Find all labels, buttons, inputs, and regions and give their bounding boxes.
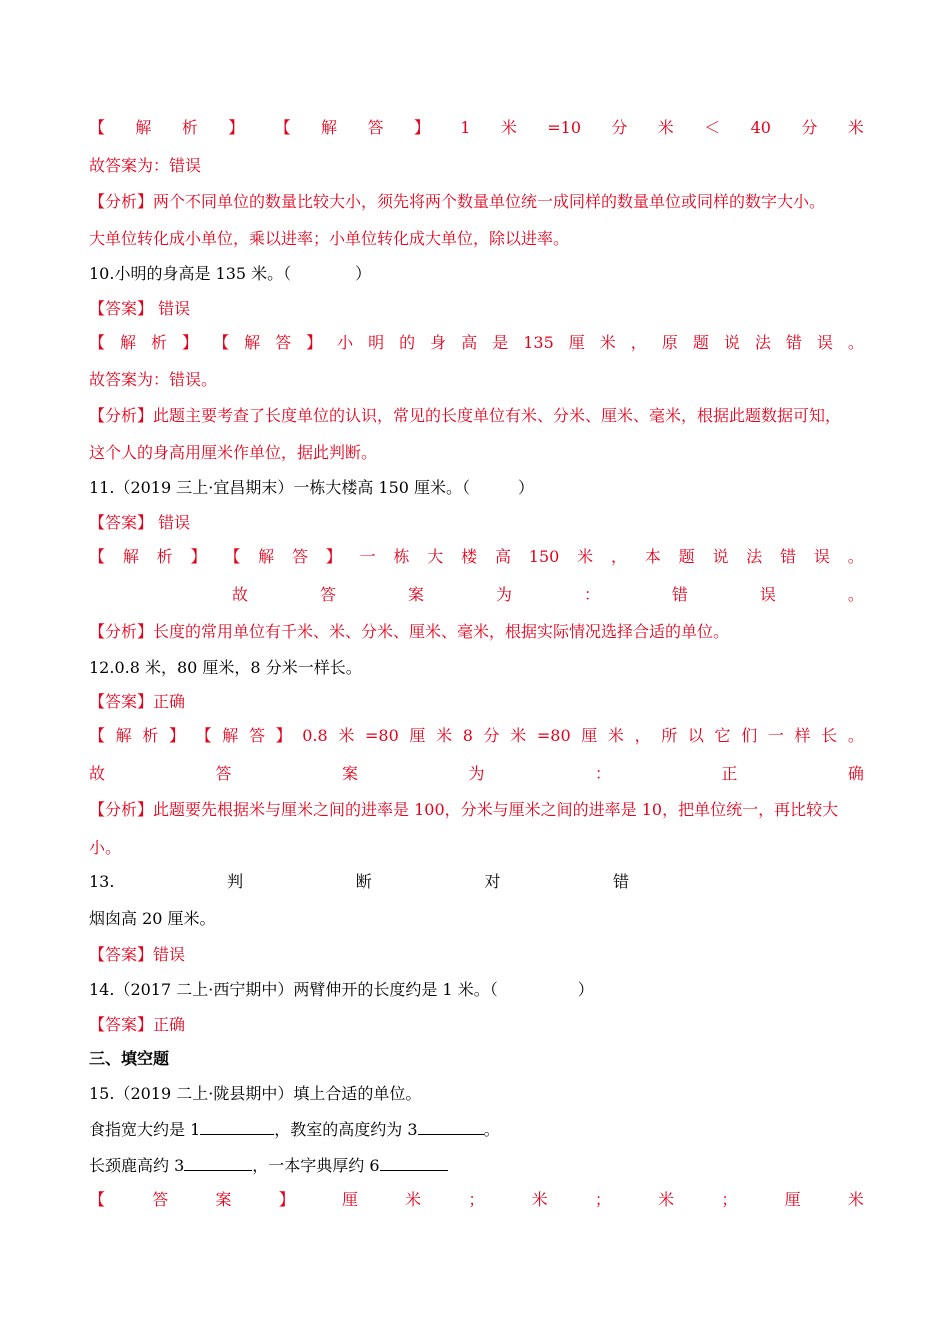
text-token: 【	[89, 333, 106, 352]
text-token: 析	[142, 726, 159, 745]
text-token: 为	[468, 764, 485, 783]
text-token: 。	[847, 333, 864, 352]
text-token: 案	[341, 764, 358, 783]
text-token: =80	[365, 726, 399, 745]
text-token: 米	[658, 1190, 675, 1209]
text-token: 答	[275, 333, 292, 352]
analysis-note-q10-1: 【分析】此题主要考查了长度单位的认识，常见的长度单位有米、分米、厘米、毫米，根据此题数据可知，	[89, 406, 842, 425]
text-token: 一	[767, 726, 784, 745]
answer-q13: 【答案】错误	[89, 945, 186, 964]
text-token: 题	[678, 547, 695, 566]
text-token: ：	[583, 585, 600, 604]
text-token: 错	[780, 547, 797, 566]
text-token: 【	[89, 1190, 106, 1209]
text-token: 析	[181, 118, 198, 137]
text-token: 【	[89, 118, 106, 137]
text-token: 明	[368, 333, 385, 352]
text-token: 米	[405, 1190, 422, 1209]
answer-conclusion-q11	[232, 582, 864, 608]
blank-prompt-giraffe: 长颈鹿高约 3	[89, 1156, 185, 1175]
text-token: 断	[355, 872, 372, 891]
text-token: 8	[462, 726, 473, 745]
question-11: 11.（2019 三上·宜昌期末）一栋大楼高 150 厘米。（ ）	[89, 478, 535, 497]
text-token: 题	[692, 333, 709, 352]
text-token: 答	[319, 585, 336, 604]
text-token: 法	[746, 547, 763, 566]
text-token: 150	[528, 547, 560, 566]
text-token: 米	[531, 1190, 548, 1209]
text-token: 厘	[784, 1190, 801, 1209]
text-token: 法	[754, 333, 771, 352]
text-token: 【	[213, 333, 230, 352]
text-token: 案	[407, 585, 424, 604]
text-token: ，	[634, 726, 651, 745]
question-15: 15.（2019 二上·陇县期中）填上合适的单位。	[89, 1084, 422, 1103]
text-token: 米	[607, 726, 624, 745]
text-token: 厘	[581, 726, 598, 745]
text-token: 答	[291, 547, 308, 566]
text-token: 】	[182, 333, 199, 352]
text-token: 】	[168, 726, 185, 745]
question-13-header	[89, 869, 629, 895]
text-token: 【	[224, 547, 241, 566]
text-token: 13.	[89, 872, 115, 891]
text-token: ；	[468, 1190, 485, 1209]
text-token: ；	[721, 1190, 738, 1209]
text-token: 一	[359, 547, 376, 566]
analysis-line-q12	[89, 723, 864, 749]
text-token: 0.8	[302, 726, 328, 745]
text-token: 解	[122, 547, 139, 566]
analysis-note-q10-2: 这个人的身高用厘米作单位，据此判断。	[89, 443, 378, 462]
blank-field-1[interactable]	[200, 1116, 274, 1135]
text-token: 以	[687, 726, 704, 745]
analysis-line-q9	[89, 115, 864, 141]
blank-field-3[interactable]	[184, 1152, 252, 1171]
text-token: 。	[847, 585, 864, 604]
analysis-note-q11: 【分析】长度的常用单位有千米、米、分米、厘米、毫米，根据实际情况选择合适的单位。	[89, 622, 730, 641]
text-token: 解	[115, 726, 132, 745]
answer-q10: 【答案】 错误	[89, 299, 191, 318]
text-token: 答	[215, 764, 232, 783]
text-token: 错	[671, 585, 688, 604]
question-12: 12.0.8 米，80 厘米，8 分米一样长。	[89, 658, 362, 677]
analysis-note-q12-2: 小。	[89, 838, 122, 857]
text-token: 楼	[461, 547, 478, 566]
text-token: 米	[847, 118, 864, 137]
blank-prompt-classroom: ，教室的高度约为 3	[274, 1120, 418, 1139]
text-token: 【	[89, 726, 106, 745]
answer-conclusion-q10: 故答案为：错误。	[89, 370, 218, 389]
text-token: 】	[306, 333, 323, 352]
text-token: 是	[492, 333, 509, 352]
blank-field-2[interactable]	[418, 1116, 484, 1135]
text-token: 它	[714, 726, 731, 745]
text-token: 【	[195, 726, 212, 745]
text-token: ，	[630, 333, 647, 352]
section-heading-fill-blank: 三、填空题	[89, 1049, 170, 1068]
text-token: 为	[495, 585, 512, 604]
text-token: 正	[721, 764, 738, 783]
text-token: 的	[399, 333, 416, 352]
text-token: 厘	[341, 1190, 358, 1209]
text-token: 答	[152, 1190, 169, 1209]
text-token: 本	[644, 547, 661, 566]
answer-conclusion-q9: 故答案为：错误	[89, 156, 202, 175]
text-token: 】	[413, 118, 430, 137]
analysis-note-q12-1: 【分析】此题要先根据米与厘米之间的进率是 100，分米与厘米之间的进率是 10，把单位统一，再比较大	[89, 800, 839, 819]
blank-prompt-dictionary: ，一本字典厚约 6	[252, 1156, 380, 1175]
answer-q15	[89, 1187, 864, 1213]
blank-prompt-finger: 食指宽大约是 1	[89, 1120, 201, 1139]
period: 。	[483, 1120, 500, 1139]
text-token: ；	[594, 1190, 611, 1209]
text-token: 长	[821, 726, 838, 745]
text-token: 样	[794, 726, 811, 745]
text-token: 案	[215, 1190, 232, 1209]
text-token: =10	[547, 118, 581, 137]
text-token: 。	[847, 726, 864, 745]
text-token: 误	[759, 585, 776, 604]
text-token: 。	[847, 547, 864, 566]
text-token: 大	[427, 547, 444, 566]
analysis-line-q11	[89, 544, 864, 570]
text-token: 1	[460, 118, 471, 137]
text-token: ：	[594, 764, 611, 783]
blank-field-4[interactable]	[380, 1152, 448, 1171]
text-token: 高	[494, 547, 511, 566]
analysis-note-q9-1: 【分析】两个不同单位的数量比较大小，须先将两个数量单位统一成同样的数量单位或同样的数字大小。	[89, 192, 826, 211]
text-token: 所	[661, 726, 678, 745]
text-token: 解	[258, 547, 275, 566]
answer-conclusion-q12	[89, 761, 864, 787]
text-token: 厘	[568, 333, 585, 352]
analysis-line-q10	[89, 330, 864, 356]
text-token: 】	[278, 1190, 295, 1209]
text-token: 答	[367, 118, 384, 137]
text-token: 误	[813, 547, 830, 566]
text-token: 】	[275, 726, 292, 745]
answer-q11: 【答案】 错误	[89, 513, 191, 532]
text-token: 们	[741, 726, 758, 745]
text-token: 误	[816, 333, 833, 352]
text-token: 答	[248, 726, 265, 745]
text-token: 40	[750, 118, 771, 137]
text-token: 厘	[409, 726, 426, 745]
text-token: 米	[500, 118, 517, 137]
text-token: 米	[847, 1190, 864, 1209]
text-token: 错	[785, 333, 802, 352]
text-token: 解	[222, 726, 239, 745]
text-token: 故	[232, 585, 249, 604]
text-token: 小	[337, 333, 354, 352]
text-token: 米	[577, 547, 594, 566]
text-token: 米	[657, 118, 674, 137]
text-token: 分	[483, 726, 500, 745]
text-token: 米	[436, 726, 453, 745]
answer-q12: 【答案】正确	[89, 692, 186, 711]
text-token: 对	[484, 872, 501, 891]
text-token: 解	[244, 333, 261, 352]
text-token: =80	[536, 726, 571, 745]
analysis-note-q9-2: 大单位转化成小单位，乘以进率；小单位转化成大单位，除以进率。	[89, 229, 570, 248]
question-14: 14.（2017 二上·西宁期中）两臂伸开的长度约是 1 米。（ ）	[89, 980, 594, 999]
text-token: 说	[723, 333, 740, 352]
text-token: 原	[661, 333, 678, 352]
text-token: 分	[611, 118, 628, 137]
text-token: 故	[89, 764, 106, 783]
text-token: 】	[325, 547, 342, 566]
text-token: 解	[135, 118, 152, 137]
text-token: 米	[599, 333, 616, 352]
text-token: 栋	[393, 547, 410, 566]
text-token: 【	[274, 118, 291, 137]
text-token: 解	[120, 333, 137, 352]
text-token: 错	[612, 872, 629, 891]
text-token: 分	[801, 118, 818, 137]
text-token: 析	[151, 333, 168, 352]
text-token: ＜	[704, 118, 721, 137]
text-token: 判	[227, 872, 244, 891]
text-token: 米	[510, 726, 527, 745]
answer-q14: 【答案】正确	[89, 1015, 186, 1034]
text-token: 135	[523, 333, 554, 352]
question-15-line-2	[89, 1152, 864, 1178]
text-token: 解	[321, 118, 338, 137]
text-token: 确	[847, 764, 864, 783]
question-13-body: 烟囱高 20 厘米。	[89, 909, 216, 928]
question-10: 10.小明的身高是 135 米。（ ）	[89, 264, 372, 283]
text-token: 身	[430, 333, 447, 352]
text-token: 【	[89, 547, 106, 566]
text-token: 】	[228, 118, 245, 137]
text-token: 高	[461, 333, 478, 352]
text-token: 】	[190, 547, 207, 566]
question-15-line-1	[89, 1116, 864, 1142]
text-token: 米	[338, 726, 355, 745]
text-token: 析	[156, 547, 173, 566]
text-token: ，	[610, 547, 627, 566]
text-token: 说	[712, 547, 729, 566]
